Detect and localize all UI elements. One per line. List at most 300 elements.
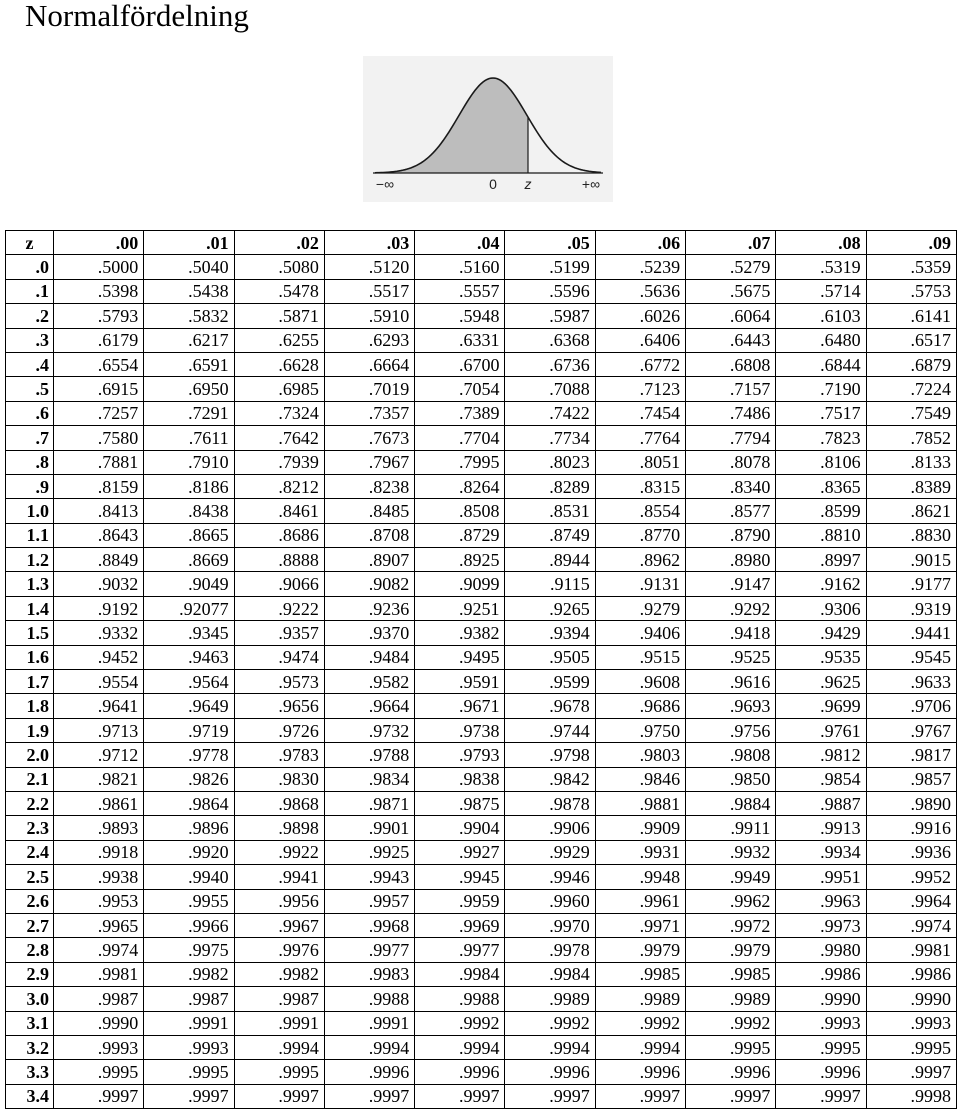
- table-row: [6, 938, 957, 962]
- table-cell: .9738: [415, 718, 505, 742]
- table-cell: .6700: [415, 352, 505, 376]
- table-cell: .9115: [505, 572, 595, 596]
- table-cell: .9992: [595, 1011, 685, 1035]
- table-cell: .5675: [686, 279, 776, 303]
- table-cell: .6141: [866, 304, 956, 328]
- table-cell: .9505: [505, 645, 595, 669]
- table-row: [6, 572, 957, 596]
- table-cell: .9996: [595, 1060, 685, 1084]
- table-cell: .9370: [324, 621, 414, 645]
- table-cell: .9977: [415, 938, 505, 962]
- row-z-value: 2.2: [6, 791, 54, 815]
- table-cell: .6554: [54, 352, 144, 376]
- row-z-value: 2.7: [6, 913, 54, 937]
- table-cell: .9484: [324, 645, 414, 669]
- table-cell: .8365: [776, 474, 866, 498]
- table-cell: .7673: [324, 426, 414, 450]
- table-cell: .9817: [866, 743, 956, 767]
- table-cell: .9582: [324, 670, 414, 694]
- table-row: [6, 987, 957, 1011]
- table-cell: .9995: [776, 1035, 866, 1059]
- table-cell: .8186: [144, 474, 234, 498]
- row-z-value: .0: [6, 255, 54, 279]
- table-cell: .7967: [324, 450, 414, 474]
- row-z-value: .4: [6, 352, 54, 376]
- table-cell: .9976: [234, 938, 324, 962]
- table-cell: .7324: [234, 401, 324, 425]
- table-cell: .9192: [54, 596, 144, 620]
- row-z-value: .6: [6, 401, 54, 425]
- table-cell: .9984: [505, 962, 595, 986]
- table-row: [6, 962, 957, 986]
- table-cell: .9978: [505, 938, 595, 962]
- table-cell: .9706: [866, 694, 956, 718]
- table-cell: .9962: [686, 889, 776, 913]
- table-cell: .7257: [54, 401, 144, 425]
- table-cell: .9147: [686, 572, 776, 596]
- row-z-value: 2.3: [6, 816, 54, 840]
- table-cell: .5478: [234, 279, 324, 303]
- row-z-value: 1.0: [6, 499, 54, 523]
- table-cell: .9959: [415, 889, 505, 913]
- table-cell: .9996: [776, 1060, 866, 1084]
- table-row: [6, 694, 957, 718]
- table-cell: .9591: [415, 670, 505, 694]
- table-cell: .9974: [54, 938, 144, 962]
- table-cell: .9995: [54, 1060, 144, 1084]
- row-z-value: 2.5: [6, 865, 54, 889]
- table-cell: .9890: [866, 791, 956, 815]
- table-cell: .9953: [54, 889, 144, 913]
- table-cell: .9495: [415, 645, 505, 669]
- table-cell: .8810: [776, 523, 866, 547]
- table-cell: .9887: [776, 791, 866, 815]
- table-cell: .9991: [144, 1011, 234, 1035]
- table-cell: .9808: [686, 743, 776, 767]
- table-cell: .9991: [234, 1011, 324, 1035]
- table-cell: .9767: [866, 718, 956, 742]
- table-cell: .9082: [324, 572, 414, 596]
- table-cell: .9463: [144, 645, 234, 669]
- row-z-value: 1.4: [6, 596, 54, 620]
- table-row: [6, 913, 957, 937]
- table-cell: .9957: [324, 889, 414, 913]
- table-cell: .9881: [595, 791, 685, 815]
- table-cell: .8212: [234, 474, 324, 498]
- table-cell: .9994: [595, 1035, 685, 1059]
- table-cell: .9989: [595, 987, 685, 1011]
- table-cell: .8289: [505, 474, 595, 498]
- row-z-value: 2.6: [6, 889, 54, 913]
- table-cell: .9993: [54, 1035, 144, 1059]
- table-cell: .9545: [866, 645, 956, 669]
- table-cell: .5948: [415, 304, 505, 328]
- row-z-value: 3.0: [6, 987, 54, 1011]
- header-col: .09: [866, 231, 956, 255]
- row-z-value: 1.6: [6, 645, 54, 669]
- table-cell: .5871: [234, 304, 324, 328]
- table-cell: .8849: [54, 548, 144, 572]
- table-row: [6, 255, 957, 279]
- table-cell: .9993: [776, 1011, 866, 1035]
- z-label: z: [524, 176, 532, 192]
- table-cell: .9932: [686, 840, 776, 864]
- table-cell: .9812: [776, 743, 866, 767]
- table-cell: .9798: [505, 743, 595, 767]
- table-cell: .7517: [776, 401, 866, 425]
- table-cell: .9971: [595, 913, 685, 937]
- table-cell: .9898: [234, 816, 324, 840]
- table-cell: .9664: [324, 694, 414, 718]
- table-row: [6, 548, 957, 572]
- table-cell: .9948: [595, 865, 685, 889]
- table-cell: .9997: [595, 1084, 685, 1108]
- table-cell: .9985: [595, 962, 685, 986]
- table-cell: .7291: [144, 401, 234, 425]
- table-cell: .9989: [505, 987, 595, 1011]
- table-cell: .7190: [776, 377, 866, 401]
- table-cell: .7088: [505, 377, 595, 401]
- table-cell: .9988: [415, 987, 505, 1011]
- table-cell: .8888: [234, 548, 324, 572]
- table-cell: .9236: [324, 596, 414, 620]
- table-cell: .7389: [415, 401, 505, 425]
- row-z-value: 1.8: [6, 694, 54, 718]
- table-cell: .9861: [54, 791, 144, 815]
- table-cell: .9936: [866, 840, 956, 864]
- table-cell: .6103: [776, 304, 866, 328]
- table-cell: .5557: [415, 279, 505, 303]
- table-cell: .9599: [505, 670, 595, 694]
- table-cell: .9996: [415, 1060, 505, 1084]
- table-row: [6, 377, 957, 401]
- table-cell: .9987: [234, 987, 324, 1011]
- row-z-value: .1: [6, 279, 54, 303]
- table-cell: .9474: [234, 645, 324, 669]
- table-cell: .9394: [505, 621, 595, 645]
- header-col: .07: [686, 231, 776, 255]
- table-cell: .9803: [595, 743, 685, 767]
- table-cell: .9564: [144, 670, 234, 694]
- table-cell: .9793: [415, 743, 505, 767]
- table-cell: .9788: [324, 743, 414, 767]
- table-cell: .9955: [144, 889, 234, 913]
- table-cell: .9988: [324, 987, 414, 1011]
- table-cell: .9981: [54, 962, 144, 986]
- table-cell: .9641: [54, 694, 144, 718]
- table-cell: .9821: [54, 767, 144, 791]
- table-row: [6, 1035, 957, 1059]
- header-col: .02: [234, 231, 324, 255]
- table-cell: .9993: [866, 1011, 956, 1035]
- table-cell: .9306: [776, 596, 866, 620]
- table-cell: .6064: [686, 304, 776, 328]
- page-title: Normalfördelning: [25, 0, 249, 33]
- table-cell: .9943: [324, 865, 414, 889]
- table-cell: .9406: [595, 621, 685, 645]
- table-cell: .9995: [686, 1035, 776, 1059]
- table-cell: .9842: [505, 767, 595, 791]
- normal-curve-figure: [363, 56, 613, 202]
- table-cell: .9032: [54, 572, 144, 596]
- pos-infinity-label: +∞: [581, 176, 601, 192]
- table-cell: .7642: [234, 426, 324, 450]
- table-row: [6, 767, 957, 791]
- table-cell: .8078: [686, 450, 776, 474]
- table-row: [6, 840, 957, 864]
- table-cell: .9712: [54, 743, 144, 767]
- table-row: [6, 889, 957, 913]
- table-cell: .9756: [686, 718, 776, 742]
- table-cell: .8944: [505, 548, 595, 572]
- table-cell: .6026: [595, 304, 685, 328]
- table-cell: .8389: [866, 474, 956, 498]
- zero-label: 0: [489, 176, 497, 192]
- table-cell: .9049: [144, 572, 234, 596]
- table-cell: .6879: [866, 352, 956, 376]
- table-cell: .9649: [144, 694, 234, 718]
- table-cell: .9984: [415, 962, 505, 986]
- table-cell: .9992: [415, 1011, 505, 1035]
- table-cell: .9292: [686, 596, 776, 620]
- table-cell: .9985: [686, 962, 776, 986]
- table-cell: .8461: [234, 499, 324, 523]
- table-cell: .6331: [415, 328, 505, 352]
- row-z-value: 3.1: [6, 1011, 54, 1035]
- table-cell: .8264: [415, 474, 505, 498]
- table-cell: .7157: [686, 377, 776, 401]
- table-cell: .8159: [54, 474, 144, 498]
- table-cell: .9994: [234, 1035, 324, 1059]
- table-cell: .5199: [505, 255, 595, 279]
- table-cell: .9974: [866, 913, 956, 937]
- table-row: [6, 670, 957, 694]
- table-cell: .7019: [324, 377, 414, 401]
- table-row: [6, 645, 957, 669]
- table-cell: .9963: [776, 889, 866, 913]
- table-cell: .9066: [234, 572, 324, 596]
- table-cell: .9995: [866, 1035, 956, 1059]
- table-cell: .6844: [776, 352, 866, 376]
- table-cell: .9929: [505, 840, 595, 864]
- table-cell: .9850: [686, 767, 776, 791]
- table-cell: .9981: [866, 938, 956, 962]
- table-cell: .5279: [686, 255, 776, 279]
- table-cell: .8621: [866, 499, 956, 523]
- table-cell: .9830: [234, 767, 324, 791]
- row-z-value: 2.1: [6, 767, 54, 791]
- table-row: [6, 1011, 957, 1035]
- table-cell: .8238: [324, 474, 414, 498]
- table-cell: .6772: [595, 352, 685, 376]
- table-cell: .5832: [144, 304, 234, 328]
- table-cell: .6443: [686, 328, 776, 352]
- table-cell: .9952: [866, 865, 956, 889]
- header-col: .06: [595, 231, 685, 255]
- table-cell: .7704: [415, 426, 505, 450]
- table-row: [6, 865, 957, 889]
- table-cell: .6517: [866, 328, 956, 352]
- header-col: .08: [776, 231, 866, 255]
- table-cell: .9951: [776, 865, 866, 889]
- table-cell: .5753: [866, 279, 956, 303]
- table-cell: .9996: [505, 1060, 595, 1084]
- table-cell: .9251: [415, 596, 505, 620]
- table-cell: .9995: [144, 1060, 234, 1084]
- table-cell: .9671: [415, 694, 505, 718]
- table-cell: .9982: [234, 962, 324, 986]
- table-cell: .6480: [776, 328, 866, 352]
- header-col: .00: [54, 231, 144, 255]
- table-cell: .9977: [324, 938, 414, 962]
- table-cell: .8577: [686, 499, 776, 523]
- table-cell: .9901: [324, 816, 414, 840]
- table-cell: .8023: [505, 450, 595, 474]
- table-cell: .9956: [234, 889, 324, 913]
- table-cell: .9966: [144, 913, 234, 937]
- table-cell: .9099: [415, 572, 505, 596]
- table-cell: .9995: [234, 1060, 324, 1084]
- table-cell: .9982: [144, 962, 234, 986]
- table-cell: .6255: [234, 328, 324, 352]
- table-cell: .7995: [415, 450, 505, 474]
- table-cell: .9965: [54, 913, 144, 937]
- table-cell: .9989: [686, 987, 776, 1011]
- row-z-value: .3: [6, 328, 54, 352]
- table-cell: .9997: [686, 1084, 776, 1108]
- table-cell: .9922: [234, 840, 324, 864]
- table-cell: .7852: [866, 426, 956, 450]
- table-cell: .7357: [324, 401, 414, 425]
- table-cell: .9778: [144, 743, 234, 767]
- table-cell: .9429: [776, 621, 866, 645]
- table-cell: .8599: [776, 499, 866, 523]
- table-cell: .9946: [505, 865, 595, 889]
- table-row: [6, 474, 957, 498]
- table-cell: .8133: [866, 450, 956, 474]
- table-cell: .7486: [686, 401, 776, 425]
- table-cell: .5160: [415, 255, 505, 279]
- normal-distribution-table: [5, 230, 957, 1109]
- row-z-value: 2.9: [6, 962, 54, 986]
- row-z-value: 1.3: [6, 572, 54, 596]
- table-cell: .8830: [866, 523, 956, 547]
- table-cell: .9535: [776, 645, 866, 669]
- table-cell: .6808: [686, 352, 776, 376]
- table-cell: .9871: [324, 791, 414, 815]
- table-cell: .9997: [415, 1084, 505, 1108]
- table-cell: .9162: [776, 572, 866, 596]
- table-cell: .8907: [324, 548, 414, 572]
- table-cell: .9990: [54, 1011, 144, 1035]
- table-cell: .5910: [324, 304, 414, 328]
- row-z-value: .7: [6, 426, 54, 450]
- table-cell: .9973: [776, 913, 866, 937]
- table-cell: .9761: [776, 718, 866, 742]
- table-cell: .8485: [324, 499, 414, 523]
- table-cell: .9934: [776, 840, 866, 864]
- table-row: [6, 718, 957, 742]
- table-cell: .9980: [776, 938, 866, 962]
- table-row: [6, 328, 957, 352]
- table-cell: .7224: [866, 377, 956, 401]
- table-cell: .9979: [595, 938, 685, 962]
- row-z-value: 2.8: [6, 938, 54, 962]
- table-cell: .9949: [686, 865, 776, 889]
- table-cell: .6368: [505, 328, 595, 352]
- table-cell: .9332: [54, 621, 144, 645]
- table-cell: .9608: [595, 670, 685, 694]
- table-row: [6, 450, 957, 474]
- table-cell: .9990: [866, 987, 956, 1011]
- table-cell: .9838: [415, 767, 505, 791]
- row-z-value: .9: [6, 474, 54, 498]
- table-cell: .9857: [866, 767, 956, 791]
- row-z-value: 3.3: [6, 1060, 54, 1084]
- table-cell: .5793: [54, 304, 144, 328]
- table-cell: .5040: [144, 255, 234, 279]
- table-cell: .7764: [595, 426, 685, 450]
- header-col: .04: [415, 231, 505, 255]
- table-cell: .9878: [505, 791, 595, 815]
- table-cell: .9726: [234, 718, 324, 742]
- table-cell: .8997: [776, 548, 866, 572]
- table-cell: .9719: [144, 718, 234, 742]
- table-cell: .8729: [415, 523, 505, 547]
- table-cell: .8554: [595, 499, 685, 523]
- table-cell: .9846: [595, 767, 685, 791]
- table-cell: .9875: [415, 791, 505, 815]
- table-cell: .5714: [776, 279, 866, 303]
- table-cell: .9913: [776, 816, 866, 840]
- table-cell: .6736: [505, 352, 595, 376]
- table-cell: .9265: [505, 596, 595, 620]
- table-cell: .9987: [54, 987, 144, 1011]
- table-cell: .5636: [595, 279, 685, 303]
- table-cell: .9997: [776, 1084, 866, 1108]
- table-cell: .9693: [686, 694, 776, 718]
- table-cell: .8438: [144, 499, 234, 523]
- table-cell: .9979: [686, 938, 776, 962]
- table-cell: .9573: [234, 670, 324, 694]
- table-cell: .9996: [686, 1060, 776, 1084]
- table-cell: .9961: [595, 889, 685, 913]
- table-cell: .9279: [595, 596, 685, 620]
- table-cell: .5080: [234, 255, 324, 279]
- table-cell: .7054: [415, 377, 505, 401]
- table-cell: .9975: [144, 938, 234, 962]
- table-cell: .9744: [505, 718, 595, 742]
- table-cell: .5987: [505, 304, 595, 328]
- table-cell: .9616: [686, 670, 776, 694]
- table-cell: .6217: [144, 328, 234, 352]
- table-cell: .6628: [234, 352, 324, 376]
- header-col: .05: [505, 231, 595, 255]
- table-row: [6, 401, 957, 425]
- table-row: [6, 1084, 957, 1108]
- table-cell: .6915: [54, 377, 144, 401]
- table-cell: .5359: [866, 255, 956, 279]
- row-z-value: .2: [6, 304, 54, 328]
- table-cell: .5000: [54, 255, 144, 279]
- table-cell: .9177: [866, 572, 956, 596]
- table-row: [6, 743, 957, 767]
- table-cell: .9625: [776, 670, 866, 694]
- table-cell: .8962: [595, 548, 685, 572]
- table-cell: .8340: [686, 474, 776, 498]
- table-cell: .6406: [595, 328, 685, 352]
- row-z-value: 1.9: [6, 718, 54, 742]
